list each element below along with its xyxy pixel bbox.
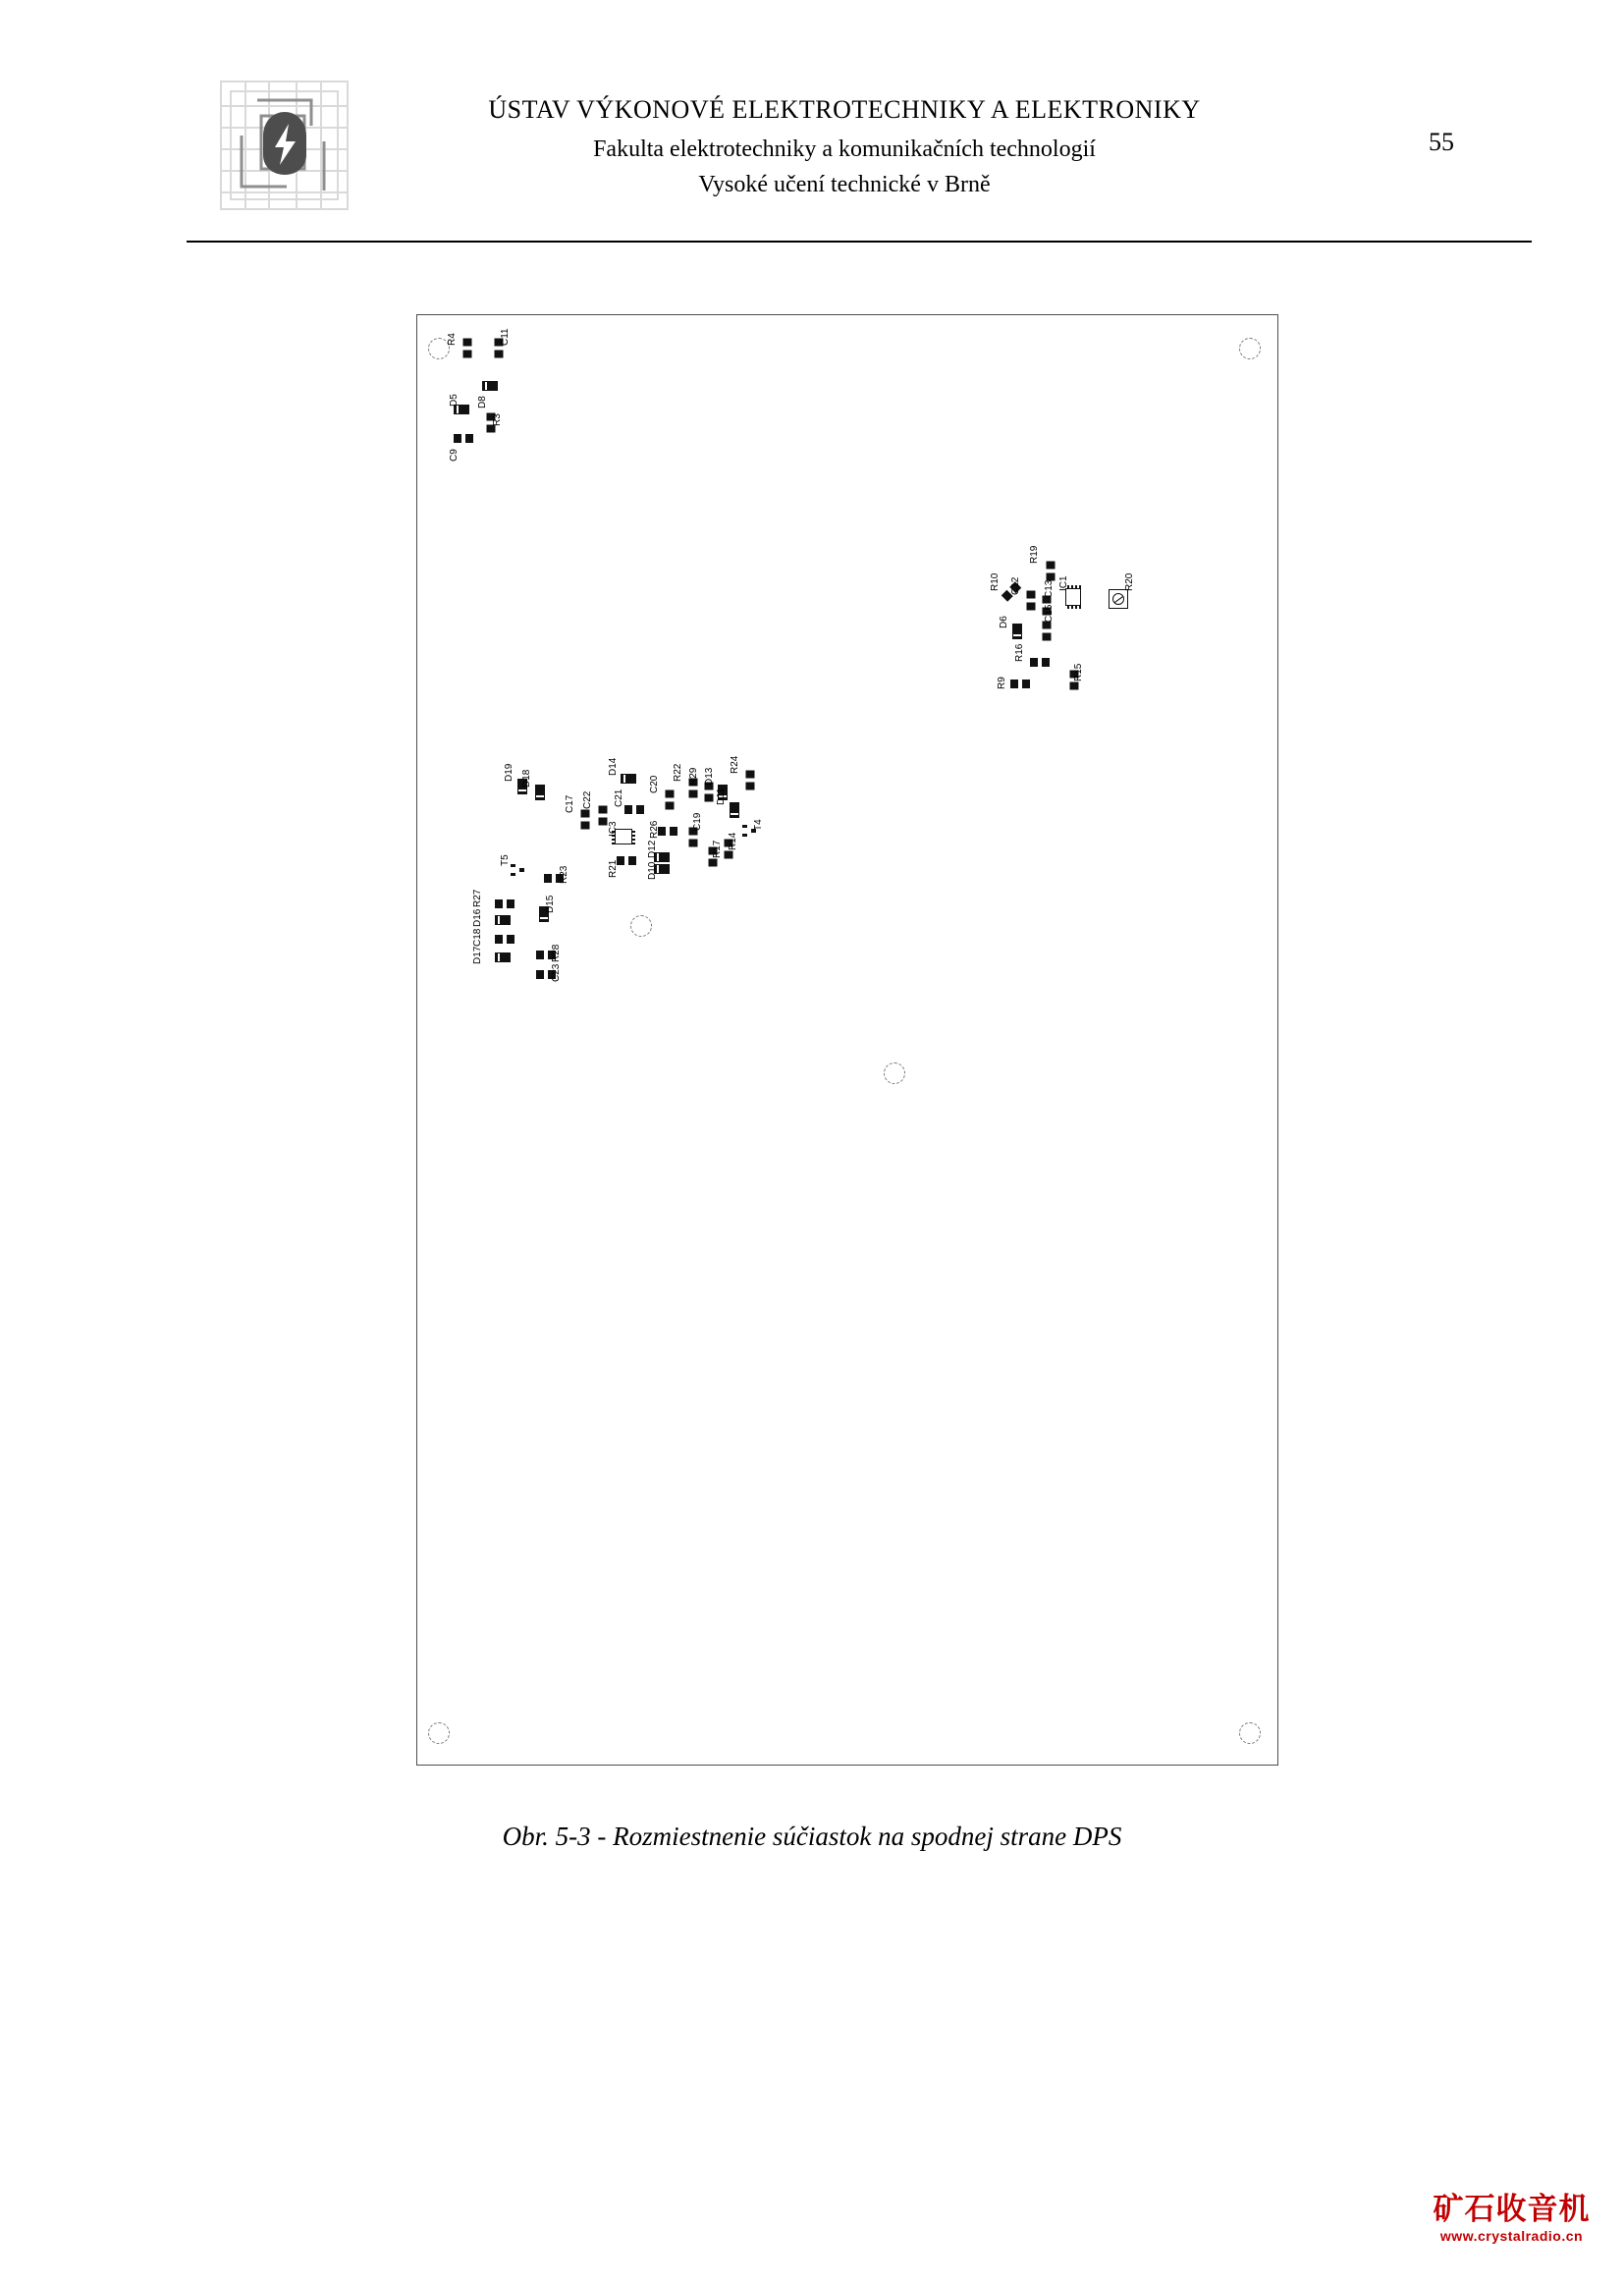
pad — [689, 840, 698, 847]
component-d8 — [482, 381, 498, 391]
component-d17 — [495, 952, 511, 962]
mount-hole — [884, 1062, 905, 1084]
label-c13: C13 — [1044, 579, 1055, 598]
label-c12: C12 — [1010, 576, 1021, 595]
pin — [631, 835, 635, 837]
pad — [536, 970, 544, 979]
component-r20 — [1109, 589, 1128, 609]
label-d17: D17 — [472, 946, 483, 964]
pin — [1067, 605, 1069, 609]
pin — [1071, 585, 1073, 589]
label-d14: D14 — [608, 757, 619, 776]
pin — [1075, 585, 1077, 589]
watermark — [1426, 2192, 1597, 2262]
pad — [495, 935, 503, 944]
pad — [709, 859, 718, 867]
label-d16: D16 — [472, 908, 483, 927]
pad — [666, 790, 675, 798]
label-r10: R10 — [990, 572, 1001, 591]
pad — [507, 899, 514, 908]
component-c22 — [599, 806, 608, 826]
label-ic3: IC3 — [608, 821, 619, 837]
pad — [463, 339, 472, 347]
cathode-band — [536, 795, 544, 797]
pad — [495, 899, 503, 908]
label-c17: C17 — [565, 794, 575, 813]
pin — [1079, 605, 1081, 609]
faculty-name: Fakulta elektrotechniky a komunikačních technologií — [593, 136, 1096, 162]
pad — [624, 805, 632, 814]
component-t5 — [511, 864, 524, 876]
cathode-band — [485, 382, 487, 390]
pad — [536, 951, 544, 959]
pad — [454, 434, 461, 443]
label-r3: R3 — [492, 413, 503, 426]
pad — [465, 434, 473, 443]
watermark-url: www.crystalradio.cn — [1439, 2228, 1584, 2244]
pad — [544, 874, 552, 883]
pcb-board-outline — [416, 314, 1278, 1766]
pin — [631, 843, 635, 844]
label-r4: R4 — [447, 333, 458, 346]
pin — [612, 843, 616, 844]
component-d11 — [730, 802, 739, 818]
cathode-band — [540, 917, 548, 919]
mount-hole — [630, 915, 652, 937]
university-name: Vysoké učení technické v Brně — [698, 172, 991, 197]
pad — [636, 805, 644, 814]
page-number: 55 — [1429, 128, 1454, 156]
label-d5: D5 — [449, 394, 460, 407]
label-r29: R29 — [688, 767, 699, 786]
label-r24: R24 — [730, 755, 740, 774]
figure-caption: Obr. 5-3 - Rozmiestnenie súčiastok na spodnej strane DPS — [502, 1822, 1122, 1851]
pin — [612, 839, 616, 841]
component-r4 — [463, 339, 472, 358]
pad — [1010, 680, 1018, 688]
pad — [1047, 562, 1056, 570]
component-r27 — [495, 899, 514, 908]
pin — [631, 831, 635, 833]
pad — [1027, 603, 1036, 611]
label-c23: C23 — [551, 963, 562, 982]
pad — [581, 810, 590, 818]
label-d11: D11 — [716, 788, 727, 805]
component-c17 — [581, 810, 590, 830]
pin — [1079, 585, 1081, 589]
label-c20: C20 — [649, 775, 660, 793]
component-c18 — [495, 935, 514, 944]
component-c12 — [1027, 591, 1036, 611]
label-d13: D13 — [704, 767, 715, 786]
pad — [511, 864, 515, 867]
label-r20: R20 — [1124, 572, 1135, 591]
label-d6: D6 — [999, 616, 1009, 628]
label-c11: C11 — [500, 328, 511, 346]
label-r21: R21 — [608, 859, 619, 878]
label-r22: R22 — [673, 763, 683, 782]
cathode-band — [498, 953, 500, 961]
component-d6 — [1012, 624, 1022, 639]
label-r17: R17 — [712, 840, 723, 858]
cathode-band — [518, 789, 526, 791]
institute-name: ÚSTAV VÝKONOVÉ ELEKTROTECHNIKY A ELEKTRONIKY — [488, 95, 1201, 124]
pad — [1043, 633, 1052, 641]
cathode-band — [731, 813, 738, 815]
label-r19: R19 — [1029, 545, 1040, 564]
cathode-band — [498, 916, 500, 924]
label-d18: D18 — [521, 769, 532, 788]
pad — [1030, 658, 1038, 667]
pad — [689, 790, 698, 798]
label-r26: R26 — [649, 820, 660, 839]
pad — [463, 351, 472, 358]
label-r27: R27 — [472, 889, 483, 907]
label-d19: D19 — [504, 763, 514, 782]
pcb-layout-figure — [416, 314, 1280, 1768]
page-header — [0, 0, 1624, 245]
label-ic1: IC1 — [1058, 575, 1069, 591]
label-t5: T5 — [500, 854, 511, 866]
component-d14 — [621, 774, 636, 784]
pad — [742, 825, 747, 828]
label-c21: C21 — [614, 789, 624, 807]
label-c22: C22 — [582, 790, 593, 809]
label-c9: C9 — [449, 449, 460, 462]
header-titles — [324, 93, 1365, 199]
label-r14: R14 — [728, 832, 738, 850]
pad — [1042, 658, 1050, 667]
pad — [705, 794, 714, 802]
pad — [746, 783, 755, 790]
pad — [507, 935, 514, 944]
component-c9 — [454, 434, 473, 443]
pad — [1027, 591, 1036, 599]
component-r9 — [1010, 680, 1030, 688]
pad — [742, 834, 747, 837]
label-r15: R15 — [1073, 663, 1084, 681]
component-r19 — [1047, 562, 1056, 581]
pad — [666, 802, 675, 810]
label-r28: R28 — [551, 944, 562, 962]
label-d15: D15 — [545, 895, 556, 913]
label-d8: D8 — [477, 396, 488, 408]
mount-hole — [1239, 1722, 1261, 1744]
pin — [1071, 605, 1073, 609]
pad — [670, 827, 677, 836]
mount-hole — [428, 1722, 450, 1744]
component-d18 — [535, 785, 545, 800]
component-c20 — [666, 790, 675, 810]
pad — [1070, 682, 1079, 690]
label-c15: C15 — [1044, 604, 1055, 623]
cathode-band — [623, 775, 625, 783]
label-d10: D10 — [647, 861, 658, 880]
pad — [519, 868, 524, 872]
pad — [581, 822, 590, 830]
pin — [1075, 605, 1077, 609]
cathode-band — [1013, 634, 1021, 636]
pad — [511, 873, 515, 876]
pin — [631, 839, 635, 841]
component-r24 — [746, 771, 755, 790]
label-r23: R23 — [559, 865, 569, 884]
cathode-band — [457, 406, 459, 413]
pad — [495, 351, 504, 358]
mount-hole — [1239, 338, 1261, 359]
component-r16 — [1030, 658, 1050, 667]
label-r9: R9 — [997, 677, 1007, 689]
pad — [628, 856, 636, 865]
label-c19: C19 — [692, 812, 703, 831]
pad — [725, 851, 733, 859]
header-divider — [187, 241, 1532, 243]
pad — [1022, 680, 1030, 688]
component-r21 — [617, 856, 636, 865]
label-t4: T4 — [753, 819, 764, 831]
component-c21 — [624, 805, 644, 814]
watermark-text: 矿石收音机 — [1433, 2192, 1591, 2226]
label-c18: C18 — [472, 928, 483, 947]
component-c15 — [1043, 622, 1052, 641]
pad — [599, 806, 608, 814]
label-d12: D12 — [647, 840, 658, 858]
pad — [599, 818, 608, 826]
label-r16: R16 — [1014, 643, 1025, 662]
pad — [746, 771, 755, 779]
component-r26 — [658, 827, 677, 836]
component-d16 — [495, 915, 511, 925]
